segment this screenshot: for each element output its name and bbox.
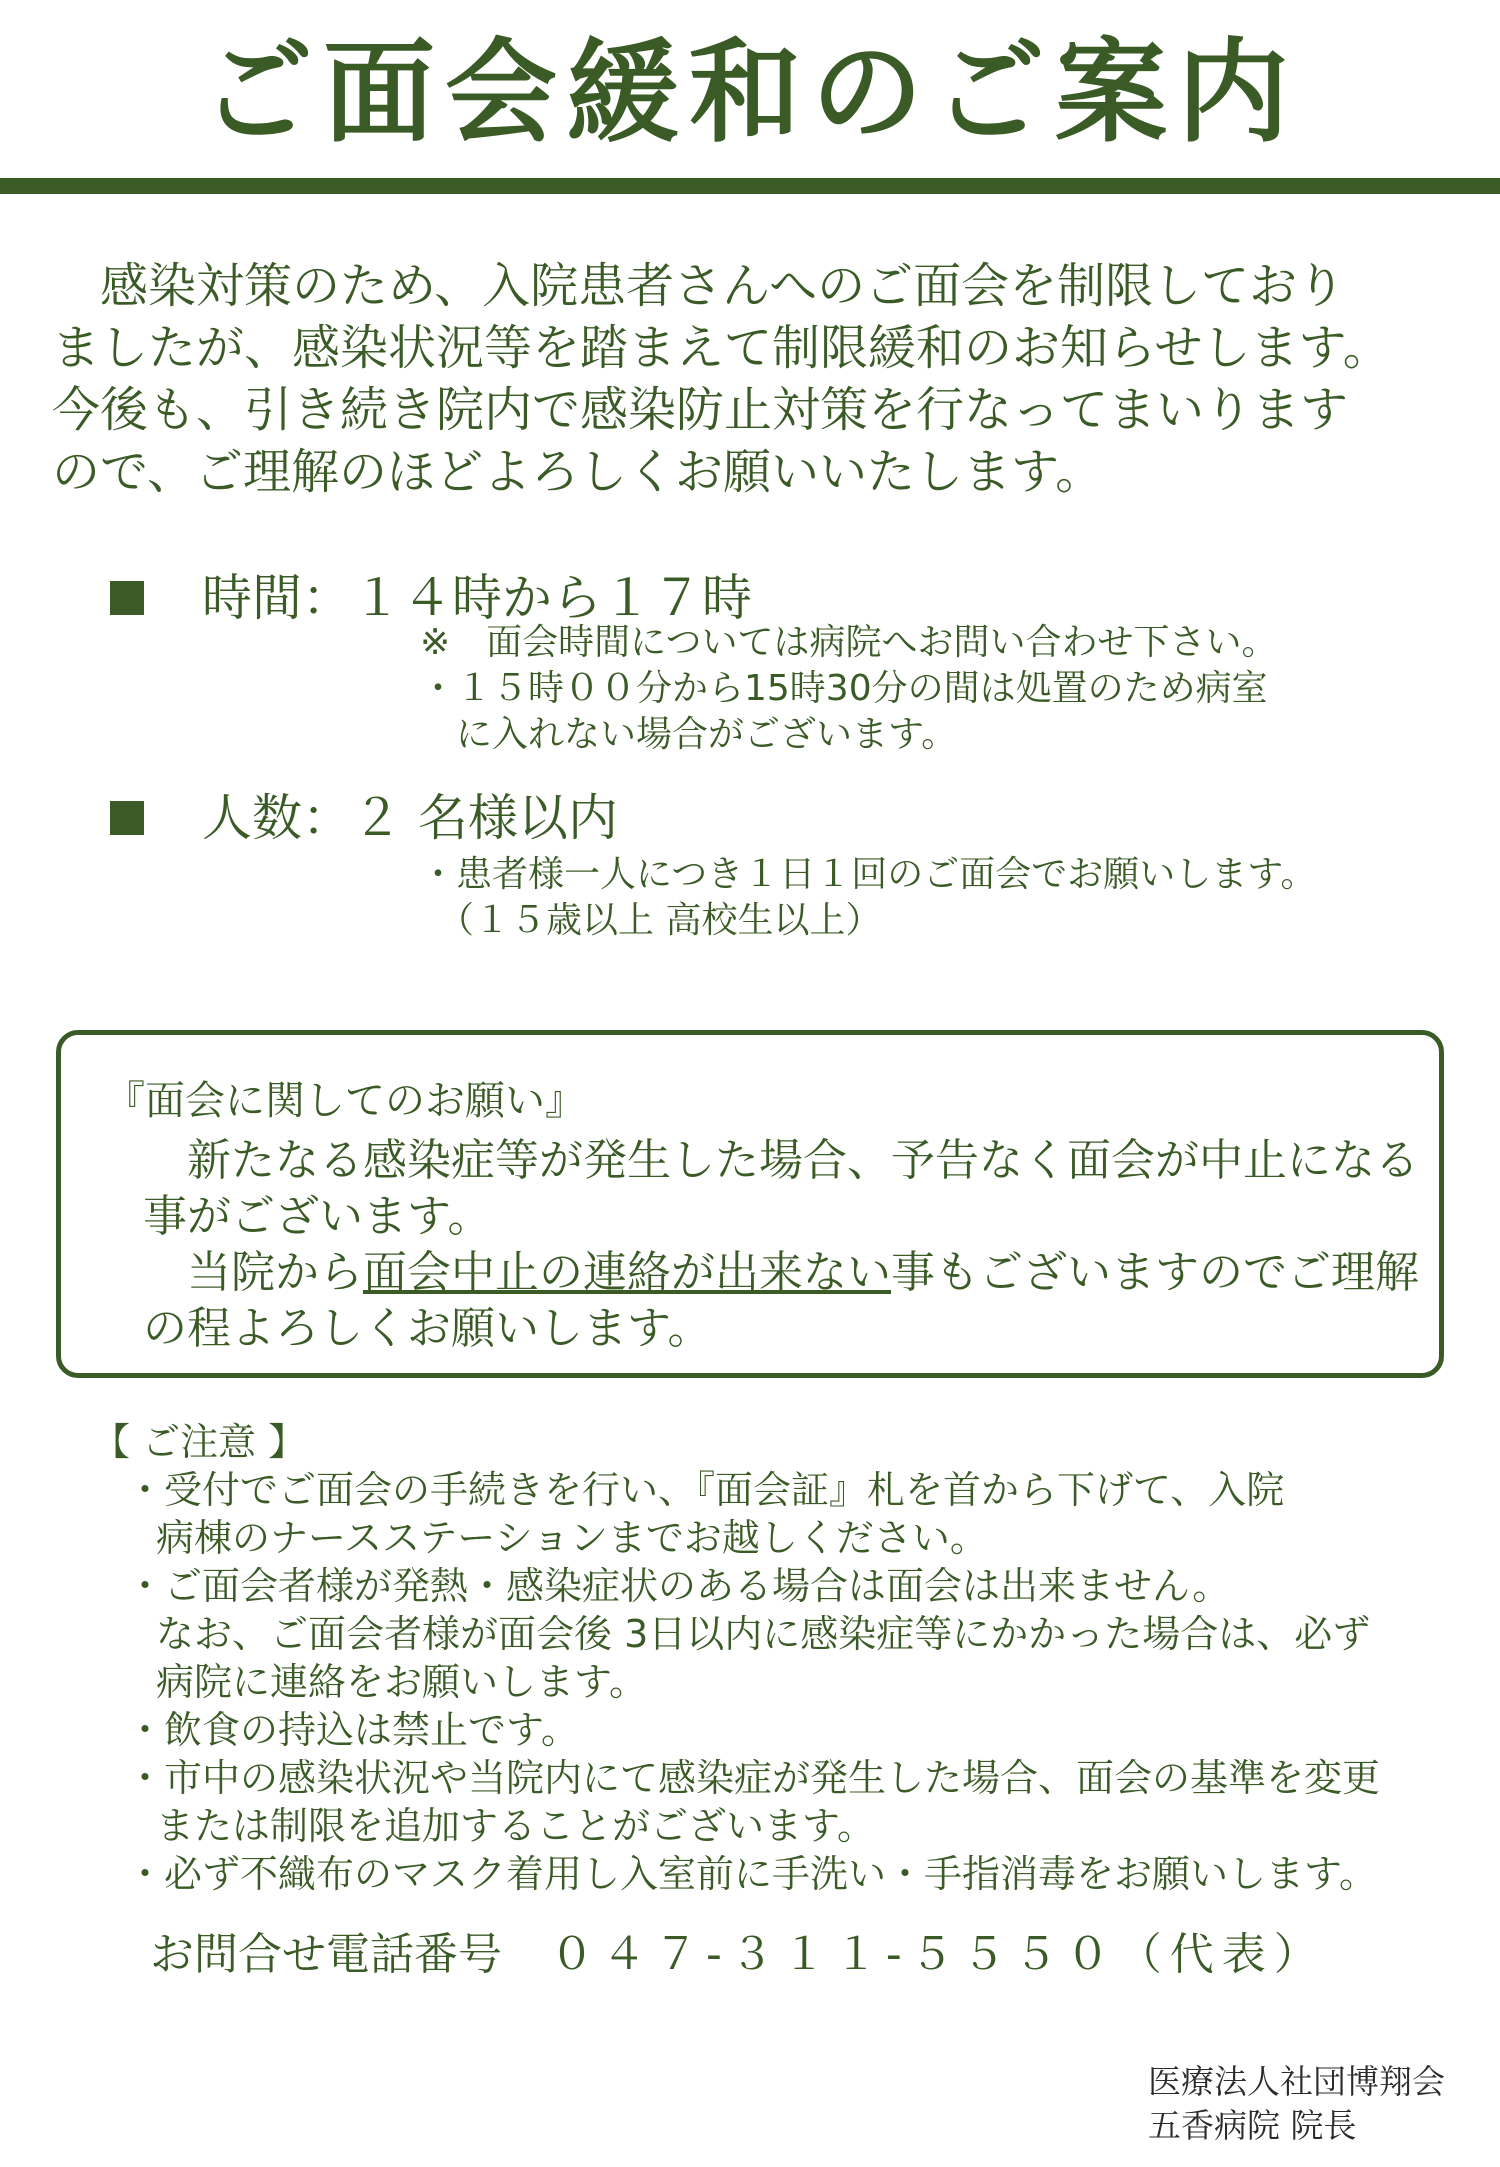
- note-line: ※ 面会時間については病院へお問い合わせ下さい。: [420, 622, 1278, 663]
- notice-box: [56, 1030, 1444, 1378]
- intro-line: 感染対策のため、入院患者さんへのご面会を制限しており: [52, 258, 1346, 314]
- notice-underlined-text: 面会中止の連絡が出来ない: [363, 1247, 891, 1298]
- visitor-count-notes: [420, 852, 1316, 944]
- notice-line: 新たなる感染症等が発生した場合、予告なく面会が中止になる: [143, 1135, 1419, 1186]
- caution-item: ・ご面会者様が発熱・感染症状のある場合は面会は出来ません。: [126, 1564, 1231, 1608]
- visitor-count-label: 人数：２ 名様以内: [202, 789, 618, 847]
- notice-line: の程よろしくお願いします。: [143, 1303, 712, 1354]
- square-bullet-icon: [110, 581, 144, 615]
- caution-item: ・市中の感染状況や当院内にて感染症が発生した場合、面会の基準を変更: [126, 1756, 1381, 1800]
- intro-line: ので、ご理解のほどよろしくお願いいたします。: [52, 444, 1104, 500]
- page-title: ご面会緩和のご案内: [201, 28, 1299, 158]
- caution-item: ・必ず不織布のマスク着用し入室前に手洗い・手指消毒をお願いします。: [126, 1852, 1377, 1896]
- caution-item: 病院に連絡をお願いします。: [156, 1660, 647, 1704]
- note-line: （１５歳以上 高校生以上）: [420, 900, 882, 941]
- footer-signature: [1148, 2060, 1445, 2148]
- visitor-count-heading: [110, 778, 618, 850]
- title-divider: [0, 178, 1500, 194]
- intro-paragraph: [52, 255, 1472, 503]
- caution-item: ・受付でご面会の手続きを行い、『面会証』札を首から下げて、入院: [126, 1468, 1285, 1512]
- notice-line: [143, 1245, 1419, 1301]
- phone-label: お問合せ電話番号: [150, 1929, 502, 1980]
- notice-line: 事がございます。: [143, 1191, 492, 1242]
- note-line: に入れない場合がございます。: [420, 714, 958, 755]
- square-bullet-icon: [110, 801, 144, 835]
- intro-line: ましたが、感染状況等を踏まえて制限緩和のお知らせします。: [52, 320, 1391, 376]
- notice-body: [143, 1133, 1419, 1357]
- organization-name: 医療法人社団博翔会: [1148, 2062, 1445, 2101]
- notice-heading: 『面会に関してのお願い』: [105, 1078, 585, 1124]
- caution-item: または制限を追加することがございます。: [156, 1804, 875, 1848]
- signature-line: 五香病院 院長: [1148, 2106, 1357, 2145]
- caution-heading: 【 ご注意 】: [92, 1420, 307, 1464]
- note-line: ・患者様一人につき１日１回のご面会でお願いします。: [420, 854, 1317, 895]
- caution-item: なお、ご面会者様が面会後 3日以内に感染症等にかかった場合は、必ず: [156, 1612, 1371, 1656]
- contact-phone: [150, 1918, 1326, 1982]
- notice-text: 当院から: [143, 1247, 363, 1298]
- notice-text: 事もございますのでご理解: [891, 1247, 1419, 1298]
- caution-section: [92, 1418, 1380, 1898]
- visiting-hours-label: 時間：１４時から１７時: [202, 569, 752, 627]
- caution-item: 病棟のナースステーションまでお越しください。: [156, 1516, 988, 1560]
- visiting-hours-notes: [420, 620, 1277, 758]
- note-line: ・１５時００分から15時30分の間は処置のため病室: [420, 668, 1268, 709]
- caution-item: ・飲食の持込は禁止です。: [126, 1708, 579, 1752]
- intro-line: 今後も、引き続き院内で感染防止対策を行なってまいります: [52, 382, 1349, 438]
- phone-number: ０４７-３１１-５５５０（代表）: [550, 1929, 1326, 1980]
